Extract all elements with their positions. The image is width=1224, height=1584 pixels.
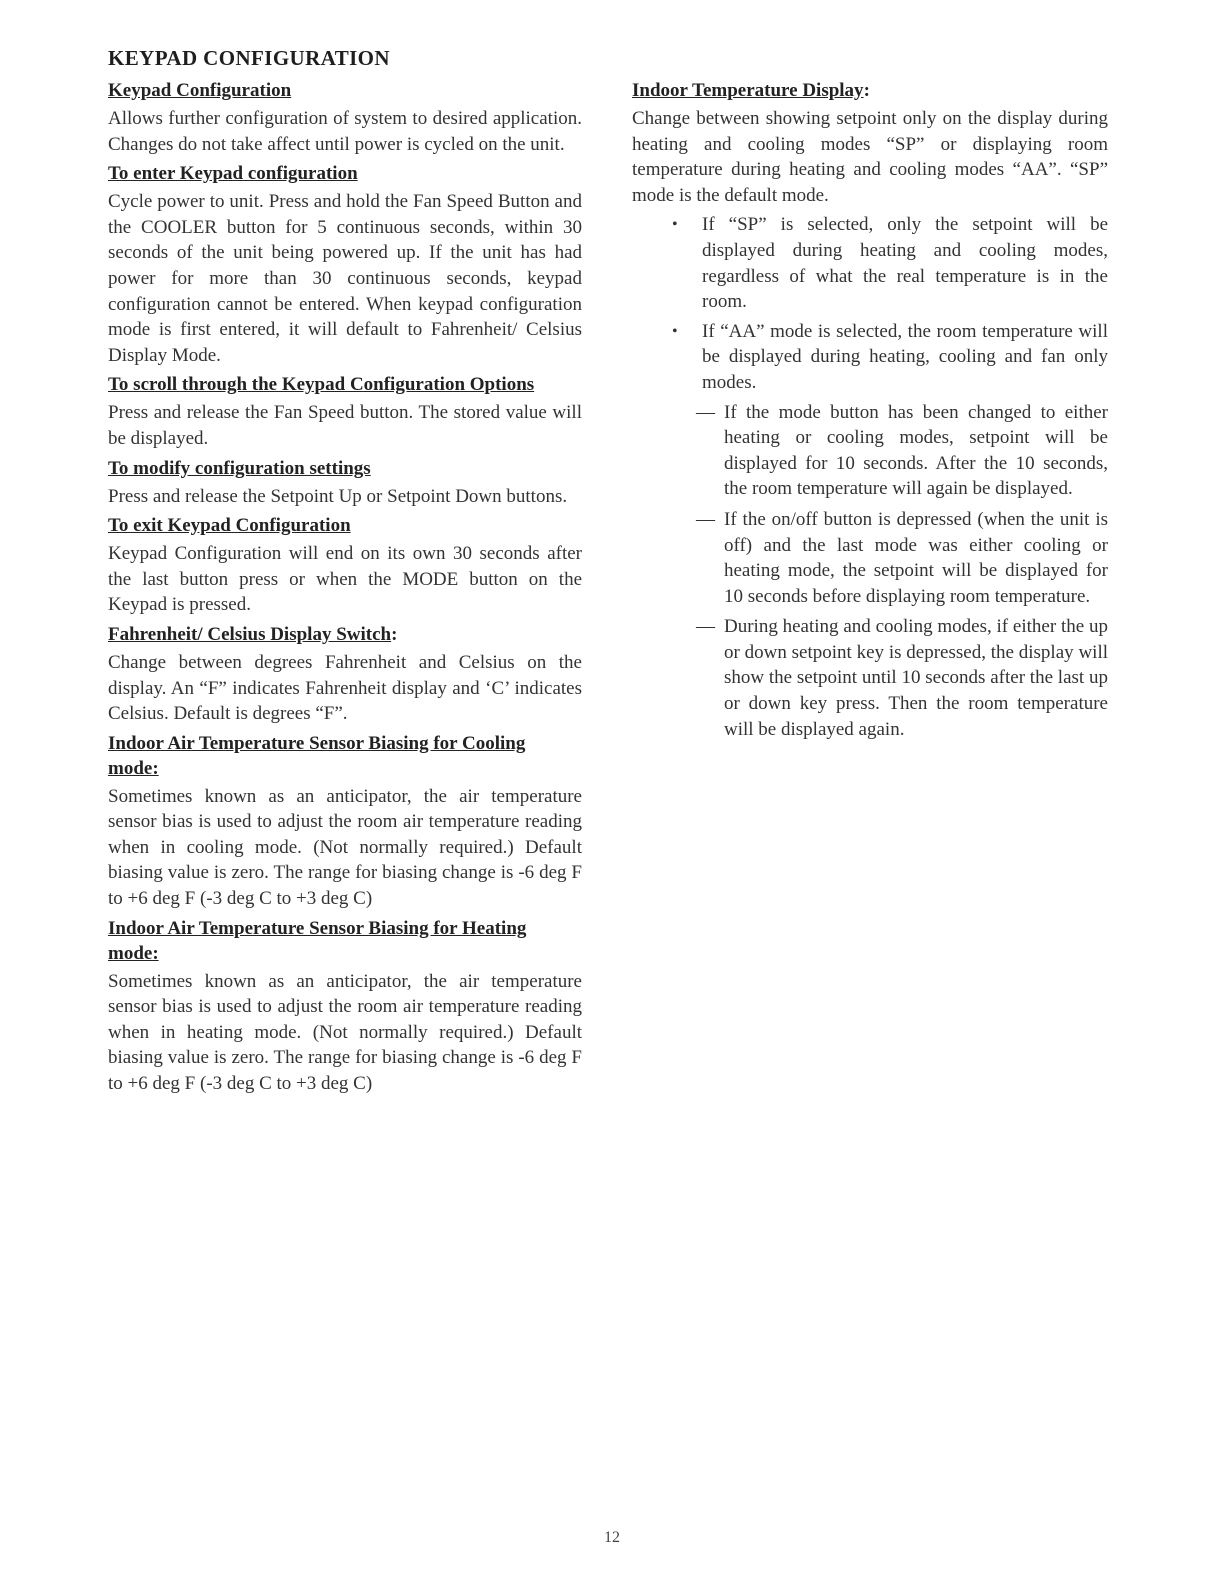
section-text: Keypad Configuration will end on its own 30 seconds after the last button press or when the MODE button on the Keypad is pressed. bbox=[108, 543, 582, 616]
section-text: Sometimes known as an anticipator, the air temperature sensor bias is used to adjust the room air temperature reading when in cooling mode. (Not normally required.) Default biasing value is zero. The range for biasing change is -6 deg F to +6 deg F (-3 deg C to +3 deg C) bbox=[108, 785, 582, 910]
section-enter-keypad-configuration bbox=[108, 161, 582, 368]
section-modify-settings bbox=[108, 456, 582, 510]
dash-text: If the on/off button is depressed (when the unit is off) and the last mode was either cooling or heating mode, the setpoint will be displayed for 10 seconds before displaying room temperature. bbox=[724, 508, 1108, 607]
section-heading: Keypad Configuration bbox=[108, 80, 292, 101]
section-heading bbox=[632, 78, 1108, 103]
section-fahrenheit-celsius-switch bbox=[108, 622, 582, 727]
section-exit-keypad-configuration bbox=[108, 513, 582, 618]
section-keypad-configuration bbox=[108, 78, 582, 157]
section-heating-bias bbox=[108, 916, 582, 1097]
dash-icon: — bbox=[696, 508, 715, 530]
page-number: 12 bbox=[604, 1529, 620, 1546]
section-heading: To enter Keypad configuration bbox=[108, 163, 358, 185]
section-heading: To exit Keypad Configuration bbox=[108, 515, 351, 537]
bullet-list bbox=[632, 212, 1108, 395]
bullet-item bbox=[632, 319, 1108, 396]
dash-list bbox=[632, 400, 1108, 743]
dash-item bbox=[632, 614, 1108, 742]
bullet-icon: • bbox=[672, 216, 678, 234]
dash-item bbox=[632, 400, 1108, 502]
section-cooling-bias bbox=[108, 731, 582, 912]
section-indoor-temperature-display bbox=[632, 78, 1108, 208]
dash-text: If the mode button has been changed to either heating or cooling modes, setpoint will be displayed for 10 seconds. After the 10 seconds, the room temperature will again be displayed. bbox=[724, 401, 1108, 500]
section-text: Sometimes known as an anticipator, the air temperature sensor bias is used to adjust the room air temperature reading when in heating mode. (Not normally required.) Default biasing value is zero. The range for biasing change is -6 deg F to +6 deg F (-3 deg C to +3 deg C) bbox=[108, 970, 582, 1095]
section-heading bbox=[108, 622, 582, 647]
bullet-text: If “AA” mode is selected, the room temperature will be displayed during heating, cooling and fan only modes. bbox=[702, 320, 1108, 393]
section-text: Change between showing setpoint only on the display during heating and cooling modes “SP” or displaying room temperature during heating and cooling modes “AA”. “SP” mode is the default mode. bbox=[632, 108, 1108, 206]
section-text: Cycle power to unit. Press and hold the Fan Speed Button and the COOLER button for 5 continuous seconds, within 30 seconds of the unit being powered up. If the unit has had power for more than 30 continuous seconds, keypad configuration cannot be entered. When keypad configuration mode is first entered, it will default to Fahrenheit/ Celsius Display Mode. bbox=[108, 191, 582, 366]
heading-colon: : bbox=[863, 80, 870, 101]
section-text: Press and release the Fan Speed button. The stored value will be displayed. bbox=[108, 402, 582, 449]
section-text: Allows further configuration of system to desired application. Changes do not take affect until power is cycled on the unit. bbox=[108, 108, 582, 155]
dash-item bbox=[632, 507, 1108, 609]
bullet-icon: • bbox=[672, 322, 678, 340]
bullet-item bbox=[632, 212, 1108, 314]
dash-icon: — bbox=[696, 616, 715, 638]
right-column bbox=[632, 78, 1108, 747]
heading-label: Indoor Temperature Display bbox=[632, 80, 864, 101]
section-heading: To modify configuration settings bbox=[108, 457, 371, 479]
heading-label: Fahrenheit/ Celsius Display Switch bbox=[108, 623, 392, 645]
heading-colon: : bbox=[391, 623, 398, 645]
section-scroll-options bbox=[108, 372, 582, 451]
section-text: Press and release the Setpoint Up or Setpoint Down buttons. bbox=[108, 485, 568, 507]
section-heading: Indoor Air Temperature Sensor Biasing for Heating mode: bbox=[108, 917, 527, 964]
section-heading: Indoor Air Temperature Sensor Biasing for Cooling mode: bbox=[108, 732, 526, 779]
page-title: KEYPAD CONFIGURATION bbox=[108, 46, 390, 70]
dash-text: During heating and cooling modes, if either the up or down setpoint key is depressed, the display will show the setpoint until 10 seconds after the last up or down key press. Then the room temperature will be displayed again. bbox=[724, 616, 1108, 740]
left-column bbox=[108, 78, 582, 1101]
dash-icon: — bbox=[696, 401, 715, 423]
section-text: Change between degrees Fahrenheit and Celsius on the display. An “F” indicates Fahrenheit display and ‘C’ indicates Celsius. Default is degrees “F”. bbox=[108, 651, 582, 725]
section-heading: To scroll through the Keypad Configuration Options bbox=[108, 374, 535, 396]
bullet-text: If “SP” is selected, only the setpoint will be displayed during heating and cooling modes, regardless of what the real temperature is in the room. bbox=[702, 214, 1108, 313]
